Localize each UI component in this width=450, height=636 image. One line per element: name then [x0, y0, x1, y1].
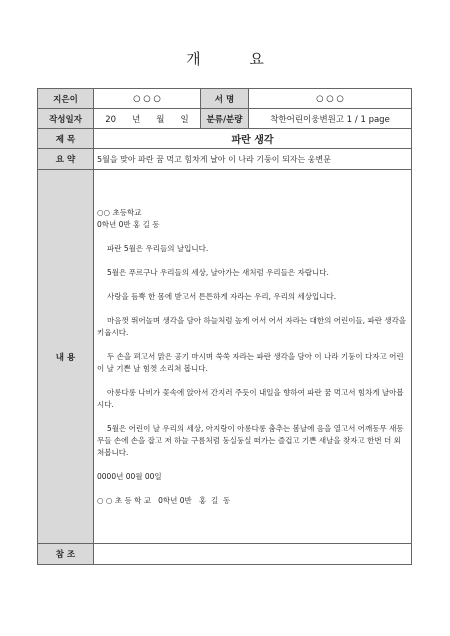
date-label: 작성일자 — [38, 109, 94, 129]
subject-value: 파란 생각 — [94, 129, 412, 149]
content-row — [38, 170, 412, 544]
paragraph: 파란 5월은 우리들의 날입니다. — [107, 243, 209, 253]
date-value — [94, 109, 201, 129]
date-line: 0000년 00월 00일 — [97, 471, 162, 481]
reference-label: 참 조 — [38, 544, 94, 565]
category-value: 착한어린이웅변원고 1 / 1 page — [249, 109, 412, 129]
outline-form — [37, 88, 412, 565]
name-label: 서 명 — [201, 89, 249, 109]
author-row — [38, 89, 412, 109]
author-value: ○ ○ ○ — [94, 89, 201, 109]
paragraph: 5월은 푸르구나 우리들의 세상, 날아가는 새처럼 우리들은 자랍니다. — [107, 267, 329, 277]
content-label: 내 용 — [38, 170, 94, 544]
subject-label: 제 목 — [38, 129, 94, 149]
date-month-unit: 월 — [156, 114, 165, 125]
date-row — [38, 109, 412, 129]
author-label: 지은이 — [38, 89, 94, 109]
date-year-unit: 년 — [132, 114, 141, 125]
signature-line: ○ ○ 초 등 학 교 0학년 0반 홍 길 동 — [97, 495, 231, 505]
school-line: ○○ 초등학교 — [97, 207, 142, 217]
summary-label: 요 약 — [38, 149, 94, 170]
page-title: 개 요 — [186, 50, 286, 68]
subject-row — [38, 129, 412, 149]
student-line: 0학년 0반 홍 길 동 — [97, 219, 160, 229]
summary-row — [38, 149, 412, 170]
category-label: 분류/분량 — [201, 109, 249, 129]
name-value: ○ ○ ○ — [249, 89, 412, 109]
paragraph: 두 손을 펴고서 맑은 공기 마시며 쑥쑥 자라는 파란 생각을 담아 이 나라 기둥이 다자고 어린이 날 기쁜 날 힘껏 소리쳐 봅니다. — [97, 351, 404, 373]
paragraph: 아롱다롱 나비가 꽃속에 앉아서 간지러 주듯이 내일을 향하여 파란 꿈 먹고서 힘차게 날아봅시다. — [97, 387, 404, 409]
paragraph: 사랑을 듬뿍 한 몸에 받고서 튼튼하게 자라는 우리, 우리의 세상입니다. — [107, 291, 337, 301]
reference-value — [94, 544, 412, 565]
paragraph: 마음껏 뛰어놀며 생각을 담아 하늘처럼 높게 어서 어서 자라는 대한의 어린이들, 파란 생각을 키웁시다. — [97, 315, 407, 337]
paragraph: 5월은 어린이 날 우리의 세상, 아지랑이 아롱다롱 춤추는 봄날에 음을 열고서 어깨동무 새동무들 손에 손을 잡고 저 하늘 구름처럼 둥실둥실 떠가는 즐겁고 기쁜 새날을 찾자고 한번 더 외쳐봅니다. — [97, 423, 404, 457]
content-body — [94, 170, 412, 544]
date-year: 20 — [105, 114, 117, 125]
summary-value: 5월을 맞아 파란 꿈 먹고 힘차게 날아 이 나라 기둥이 되자는 웅변문 — [94, 149, 412, 170]
date-day-unit: 일 — [180, 114, 189, 125]
reference-row — [38, 544, 412, 565]
